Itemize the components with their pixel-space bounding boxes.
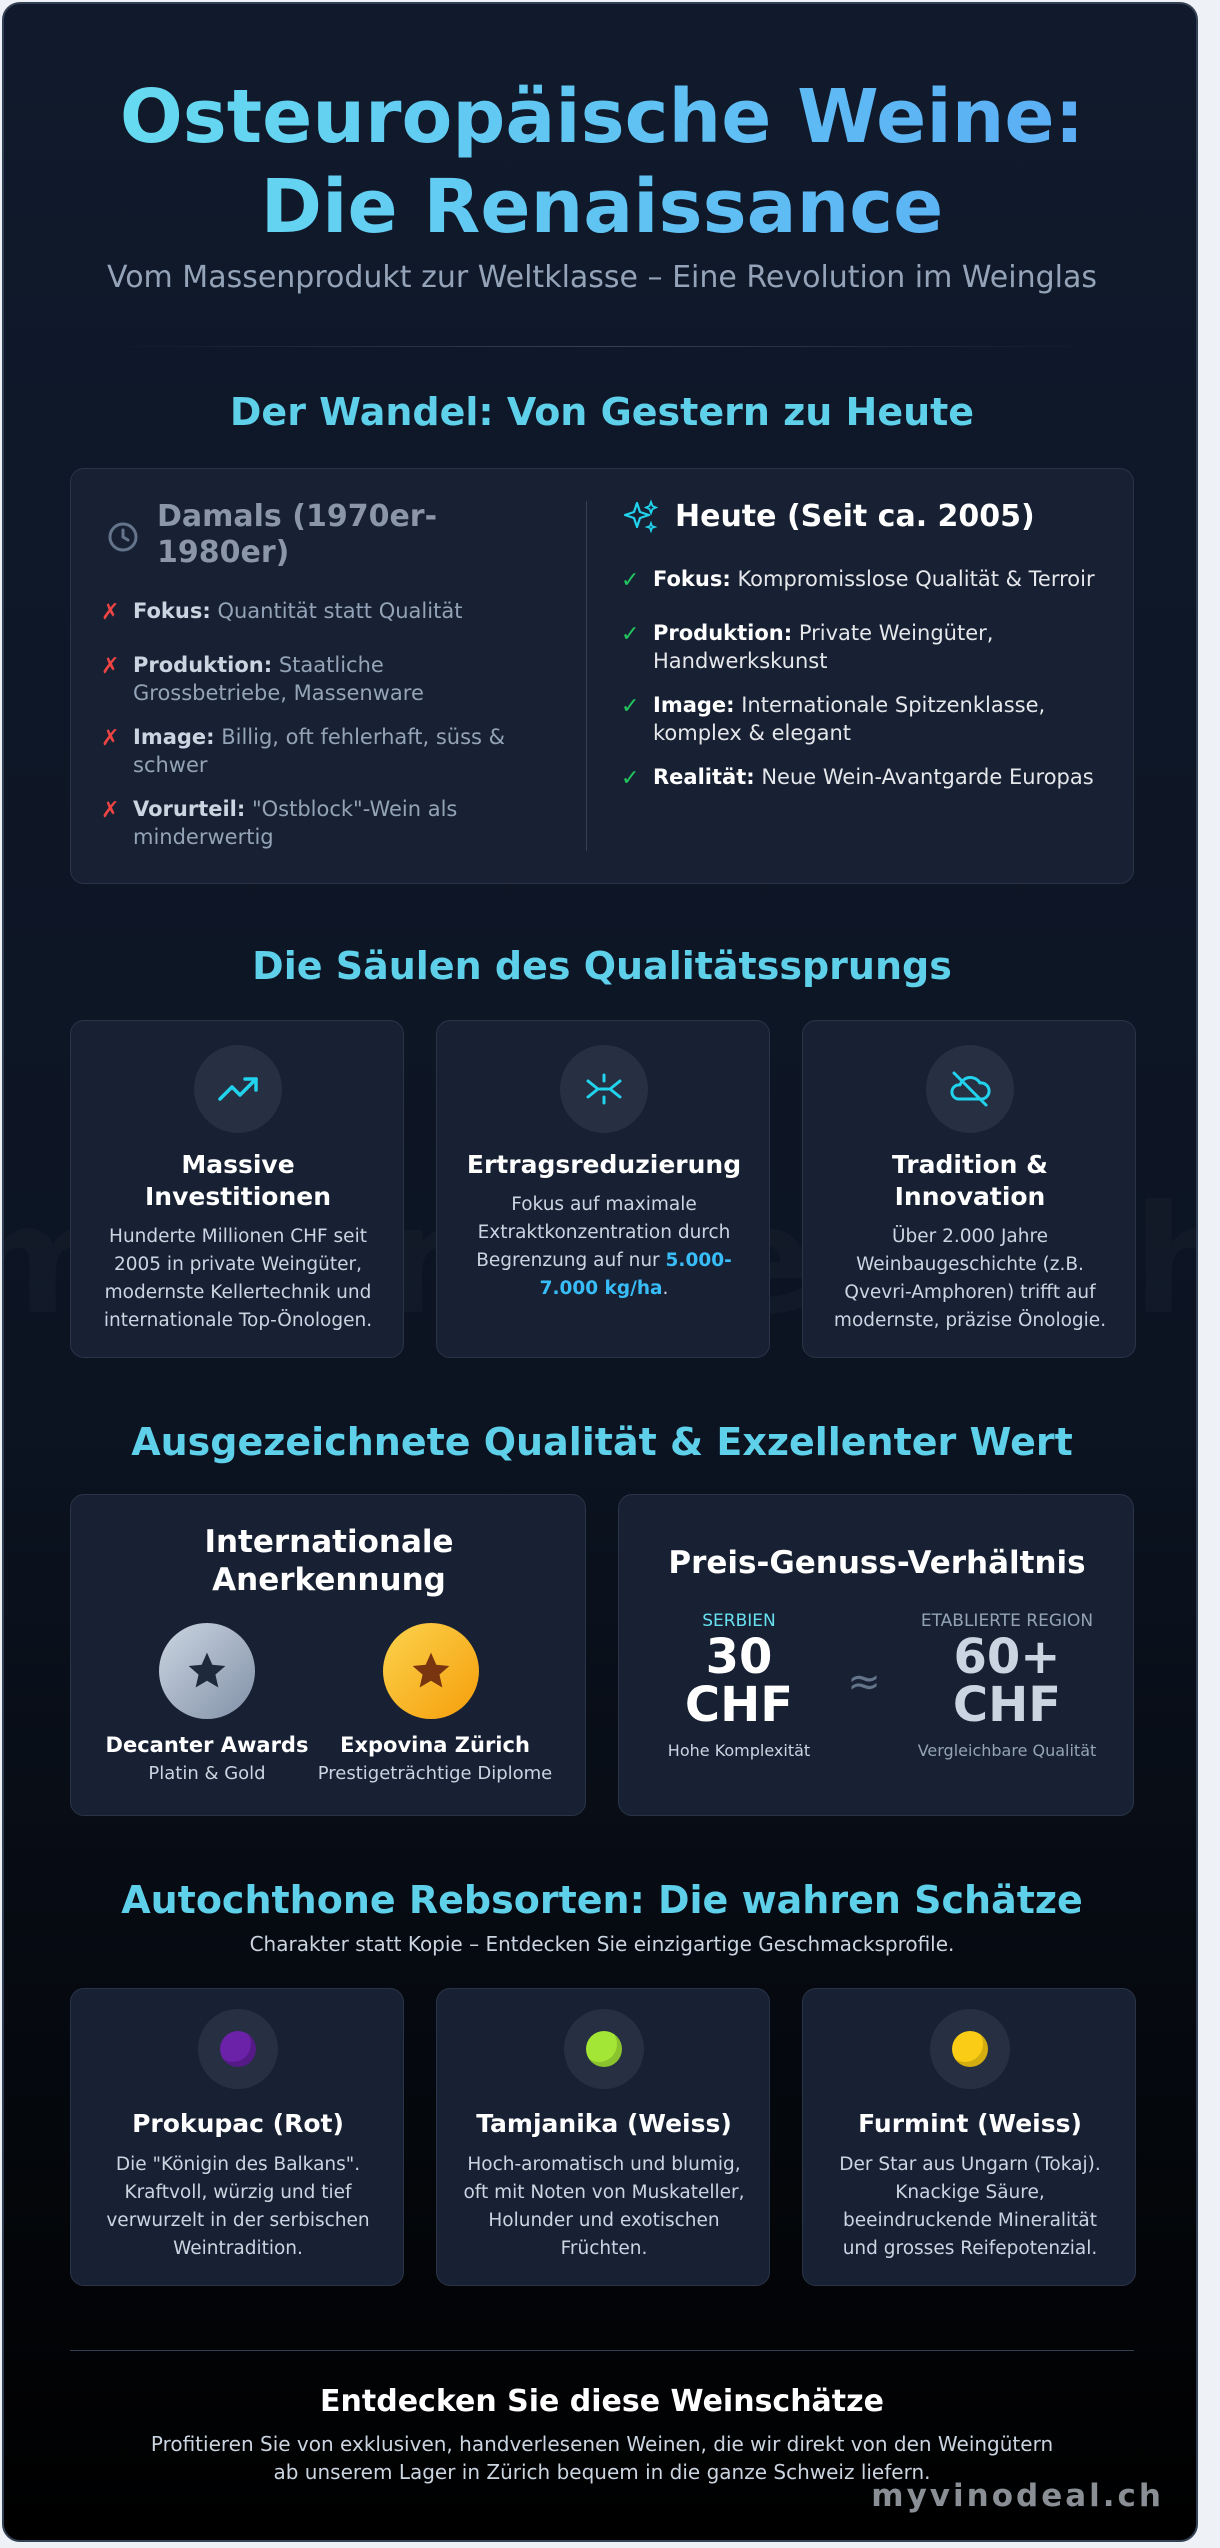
price-right-value: 60+ bbox=[953, 1629, 1061, 1685]
heute-item: ✓ Realität: Neue Wein-Avantgarde Europas bbox=[621, 765, 1094, 791]
pillar-title: Tradition & Innovation bbox=[892, 1150, 1048, 1211]
damals-title: Damals (1970er-1980er) bbox=[157, 499, 438, 570]
compress-arrows-icon bbox=[582, 1067, 626, 1115]
pillar-text: Über 2.000 Jahre Weinbaugeschichte (z.B. Qvevri-Amphoren) trifft auf modernste, präzise Önologie. bbox=[833, 1226, 1107, 1331]
award-detail: Platin & Gold bbox=[148, 1763, 266, 1784]
icon-circle bbox=[194, 1045, 282, 1133]
star-icon bbox=[409, 1649, 453, 1697]
price-right-note: Vergleichbare Qualität bbox=[917, 1741, 1097, 1760]
wandel-card bbox=[70, 468, 1134, 884]
grape-icon bbox=[952, 2031, 988, 2067]
footer-text: Profitieren Sie von exklusiven, handverlesenen Weinen, die wir direkt von den Weingütern ab unserem Lager in Zürich bequem in die ganze Schweiz liefern. bbox=[150, 2432, 1054, 2484]
pillar-card bbox=[802, 1020, 1136, 1358]
wandel-heading: Der Wandel: Von Gestern zu Heute bbox=[229, 390, 975, 434]
damals-item: ✗ Image: Billig, oft fehlerhaft, süss & schwer bbox=[101, 725, 506, 777]
star-icon bbox=[185, 1649, 229, 1697]
grape-title: Prokupac (Rot) bbox=[132, 2109, 344, 2138]
footer-divider bbox=[70, 2350, 1134, 2351]
cloud-mountain-icon bbox=[948, 1067, 992, 1115]
pillar-title: Ertragsreduzierung bbox=[466, 1150, 742, 1179]
trending-up-icon bbox=[216, 1067, 260, 1115]
rebsorten-subheading: Charakter statt Kopie – Entdecken Sie einzigartige Geschmacksprofile. bbox=[249, 1932, 955, 1956]
check-icon: ✓ bbox=[621, 694, 640, 719]
header-divider bbox=[104, 346, 1100, 347]
brand-logo[interactable]: myvinodeal.ch bbox=[871, 2478, 1164, 2514]
title-line-2: Die Renaissance bbox=[4, 162, 1198, 252]
grape-icon bbox=[220, 2031, 256, 2067]
damals-item: ✗ Fokus: Quantität statt Qualität bbox=[101, 599, 463, 625]
grape-icon bbox=[586, 2031, 622, 2067]
pillar-card bbox=[436, 1020, 770, 1358]
price-right-unit: CHF bbox=[952, 1677, 1062, 1733]
qualitaet-heading: Ausgezeichnete Qualität & Exzellenter Wert bbox=[131, 1420, 1073, 1464]
grape-card bbox=[70, 1988, 404, 2286]
icon-circle bbox=[560, 1045, 648, 1133]
award-badge-gold bbox=[383, 1623, 479, 1719]
saeulen-heading: Die Säulen des Qualitätssprungs bbox=[252, 944, 952, 988]
cross-icon: ✗ bbox=[101, 798, 120, 823]
price-card bbox=[618, 1494, 1134, 1816]
damals-item: ✗ Produktion: Staatliche Grossbetriebe, Massenware bbox=[101, 653, 424, 705]
page-subtitle: Vom Massenprodukt zur Weltklasse – Eine Revolution im Weinglas bbox=[107, 260, 1097, 295]
check-icon: ✓ bbox=[621, 568, 640, 593]
icon-circle bbox=[564, 2009, 644, 2089]
price-right-label: ETABLIERTE REGION bbox=[920, 1611, 1094, 1631]
icon-circle bbox=[930, 2009, 1010, 2089]
award-name: Decanter Awards bbox=[105, 1733, 309, 1757]
footer-title: Entdecken Sie diese Weinschätze bbox=[320, 2384, 884, 2419]
icon-circle bbox=[198, 2009, 278, 2089]
sparkles-icon bbox=[623, 499, 659, 535]
price-left-value: 30 bbox=[705, 1629, 773, 1685]
heute-title: Heute (Seit ca. 2005) bbox=[675, 499, 1035, 534]
check-icon: ✓ bbox=[621, 766, 640, 791]
grape-text: Hoch-aromatisch und blumig, oft mit Noten von Muskateller, Holunder und exotischen Früchten. bbox=[463, 2154, 745, 2259]
approx-sign: ≈ bbox=[847, 1659, 881, 1705]
grape-title: Furmint (Weiss) bbox=[858, 2109, 1082, 2138]
grape-card bbox=[802, 1988, 1136, 2286]
cross-icon: ✗ bbox=[101, 654, 120, 679]
column-divider bbox=[586, 501, 587, 851]
damals-item: ✗ Vorurteil: "Ostblock"-Wein als minderwertig bbox=[101, 797, 458, 849]
heute-item: ✓ Produktion: Private Weingüter, Handwerkskunst bbox=[621, 621, 994, 673]
award-badge-silver bbox=[159, 1623, 255, 1719]
price-left-note: Hohe Komplexität bbox=[667, 1741, 811, 1760]
award-name: Expovina Zürich bbox=[340, 1733, 530, 1757]
cross-icon: ✗ bbox=[101, 726, 120, 751]
awards-title: Internationale Anerkennung bbox=[204, 1524, 454, 1598]
page-title bbox=[4, 72, 1198, 252]
heute-item: ✓ Image: Internationale Spitzenklasse, komplex & elegant bbox=[621, 693, 1046, 745]
price-title: Preis-Genuss-Verhältnis bbox=[668, 1545, 1086, 1581]
pillar-card bbox=[70, 1020, 404, 1358]
grape-title: Tamjanika (Weiss) bbox=[476, 2109, 732, 2138]
pillar-text: Fokus auf maximale Extraktkonzentration durch Begrenzung auf nur 5.000-7.000 kg/ha. bbox=[476, 1194, 732, 1299]
clock-icon bbox=[107, 521, 139, 553]
awards-card bbox=[70, 1494, 586, 1816]
grape-card bbox=[436, 1988, 770, 2286]
infographic-page bbox=[2, 2, 1198, 2542]
rebsorten-heading: Autochthone Rebsorten: Die wahren Schätze bbox=[121, 1878, 1083, 1922]
grape-text: Die "Königin des Balkans". Kraftvoll, würzig und tief verwurzelt in der serbischen Weintradition. bbox=[106, 2154, 370, 2259]
price-left-unit: CHF bbox=[684, 1677, 794, 1733]
heute-item: ✓ Fokus: Kompromisslose Qualität & Terroir bbox=[621, 567, 1095, 593]
price-left-label: SERBIEN bbox=[702, 1611, 776, 1631]
grape-text: Der Star aus Ungarn (Tokaj). Knackige Säure, beeindruckende Mineralität und grosses Reifepotenzial. bbox=[839, 2154, 1101, 2259]
check-icon: ✓ bbox=[621, 622, 640, 647]
title-line-1: Osteuropäische Weine: bbox=[4, 72, 1198, 162]
icon-circle bbox=[926, 1045, 1014, 1133]
pillar-title: Massive Investitionen bbox=[145, 1150, 331, 1211]
cross-icon: ✗ bbox=[101, 600, 120, 625]
yield-highlight: 5.000-7.000 kg/ha bbox=[539, 1250, 732, 1299]
award-detail: Prestigeträchtige Diplome bbox=[317, 1763, 553, 1784]
pillar-text: Hunderte Millionen CHF seit 2005 in private Weingüter, modernste Kellertechnik und internationale Top-Önologen. bbox=[103, 1226, 373, 1331]
